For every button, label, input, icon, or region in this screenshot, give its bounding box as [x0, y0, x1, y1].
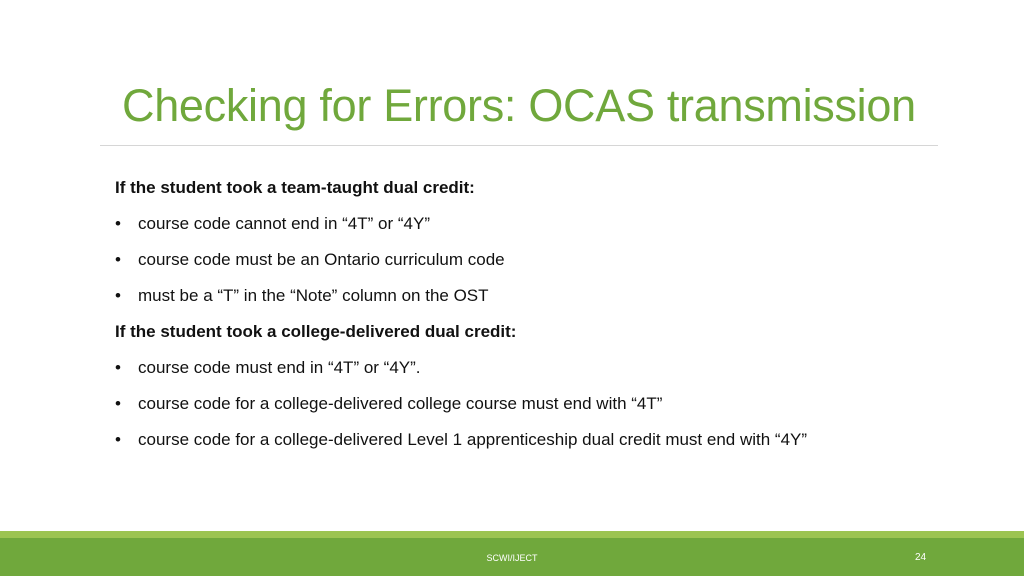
slide-title: Checking for Errors: OCAS transmission — [122, 80, 916, 131]
list-item — [115, 246, 895, 282]
bullet-icon: • — [115, 358, 121, 377]
list-item — [115, 282, 895, 318]
list-item-text: course code must be an Ontario curriculum code — [138, 250, 505, 269]
footer-bar — [0, 538, 1024, 576]
list-item-text: course code cannot end in “4T” or “4Y” — [138, 214, 430, 233]
title-divider — [100, 145, 938, 146]
list-item — [115, 354, 895, 390]
footer-label: SCWI/IJECT — [486, 553, 538, 563]
list-item-text: must be a “T” in the “Note” column on the OST — [138, 286, 489, 305]
bullet-icon: • — [115, 394, 121, 413]
slide-body — [115, 174, 895, 462]
list-item — [115, 390, 895, 426]
list-item-text: course code for a college-delivered Level 1 apprenticeship dual credit must end with “4Y” — [138, 430, 808, 449]
list-item-text: course code for a college-delivered college course must end with “4T” — [138, 394, 663, 413]
section-heading-team-taught: If the student took a team-taught dual credit: — [115, 178, 475, 197]
bullet-icon: • — [115, 430, 121, 449]
page-number: 24 — [915, 552, 927, 563]
bullet-icon: • — [115, 286, 121, 305]
bullet-icon: • — [115, 250, 121, 269]
bullet-icon: • — [115, 214, 121, 233]
section-heading-college-delivered: If the student took a college-delivered dual credit: — [115, 322, 517, 341]
list-item-text: course code must end in “4T” or “4Y”. — [138, 358, 421, 377]
list-item — [115, 426, 895, 462]
list-item — [115, 210, 895, 246]
footer-accent-stripe — [0, 531, 1024, 538]
